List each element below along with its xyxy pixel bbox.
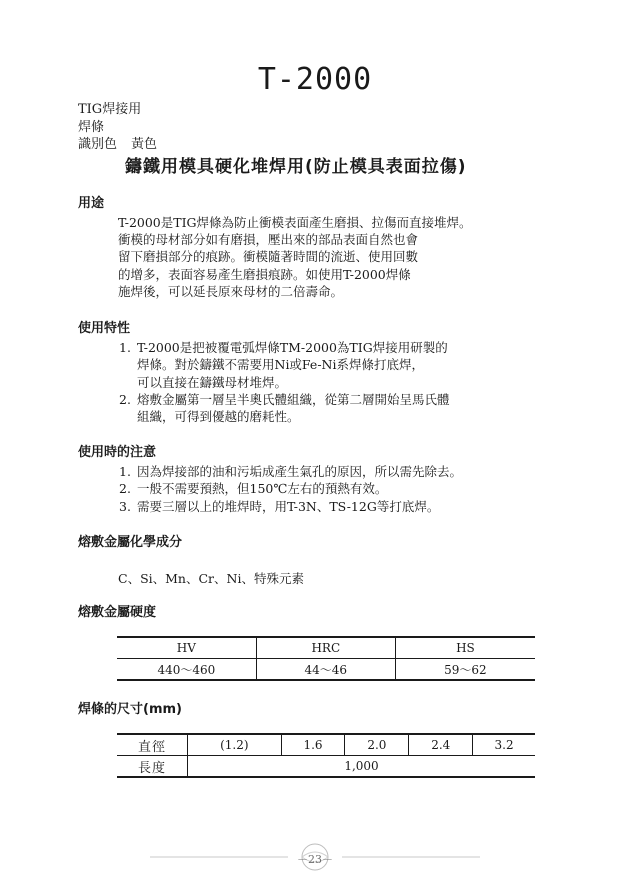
table-cell: (1.2) bbox=[188, 734, 282, 756]
color-label: 識別色 bbox=[78, 137, 118, 152]
caution-text: 需要三層以上的堆焊時，用T-3N、TS-12G等打底焊。 bbox=[137, 498, 440, 514]
table-cell: 2.0 bbox=[345, 734, 409, 756]
features-list bbox=[119, 339, 559, 425]
feature-item bbox=[119, 391, 559, 426]
table-row bbox=[117, 756, 535, 778]
feature-line: T-2000是把被覆電弧焊條TM-2000為TIG焊接用研製的 bbox=[137, 340, 448, 355]
caution-item bbox=[119, 463, 559, 480]
composition-text: C、Si、Mn、Cr、Ni、特殊元素 bbox=[118, 571, 304, 586]
hardness-table bbox=[117, 636, 535, 681]
sizes-table bbox=[117, 733, 535, 778]
product-subtitle: 鑄鐵用模具硬化堆焊用(防止模具表面拉傷) bbox=[125, 157, 467, 177]
usage-line: 衝模的母材部分如有磨損，壓出來的部品表面自然也會 bbox=[118, 232, 419, 248]
usage-line: 留下磨損部分的痕跡。衝模隨著時間的流逝、使用回數 bbox=[118, 249, 419, 265]
cautions-list bbox=[119, 463, 559, 515]
caution-item bbox=[119, 480, 559, 497]
usage-line: T-2000是TIG焊條為防止衝模表面產生磨損、拉傷而直接堆焊。 bbox=[118, 215, 472, 230]
color-value: 黃色 bbox=[131, 137, 158, 152]
feature-line: 焊條。對於鑄鐵不需要用Ni或Fe-Ni系焊條打底焊， bbox=[137, 357, 424, 373]
table-cell: 59～62 bbox=[395, 659, 535, 681]
table-header-cell: HS bbox=[395, 637, 535, 659]
page-footer bbox=[0, 842, 630, 872]
feature-number: 2. bbox=[119, 391, 131, 407]
hardness-heading: 熔敷金屬硬度 bbox=[78, 605, 157, 620]
cautions-heading: 使用時的注意 bbox=[78, 445, 157, 460]
usage-line: 的增多，表面容易產生磨損痕跡。如使用T-2000焊條 bbox=[118, 266, 411, 282]
caution-number: 1. bbox=[119, 464, 131, 479]
table-cell: 2.4 bbox=[409, 734, 473, 756]
length-label: 長度 bbox=[117, 756, 188, 778]
form-label: 焊條 bbox=[78, 120, 105, 135]
usage-heading: 用途 bbox=[78, 196, 105, 211]
table-header-cell: HRC bbox=[256, 637, 395, 659]
table-cell: 440～460 bbox=[117, 659, 256, 681]
usage-line: 施焊後，可以延長原來母材的二倍壽命。 bbox=[118, 283, 344, 299]
composition-heading: 熔敷金屬化學成分 bbox=[78, 535, 183, 550]
table-header-cell: HV bbox=[117, 637, 256, 659]
table-header-row bbox=[117, 637, 535, 659]
caution-number: 2. bbox=[119, 481, 131, 497]
table-cell: 3.2 bbox=[473, 734, 535, 756]
usage-text bbox=[118, 214, 578, 300]
features-heading: 使用特性 bbox=[78, 321, 131, 336]
table-row bbox=[117, 734, 535, 756]
feature-item bbox=[119, 339, 559, 391]
page-number: －23－ bbox=[297, 853, 333, 866]
sizes-heading: 焊條的尺寸(mm) bbox=[78, 702, 182, 717]
caution-text: 一般不需要預熱，但150℃左右的預熱有效。 bbox=[137, 481, 388, 497]
caution-item bbox=[119, 498, 559, 515]
diameter-label: 直徑 bbox=[117, 734, 188, 756]
feature-line: 組織，可得到優越的磨耗性。 bbox=[137, 409, 300, 425]
table-cell: 44～46 bbox=[256, 659, 395, 681]
caution-number: 3. bbox=[119, 498, 131, 514]
table-cell: 1,000 bbox=[188, 756, 536, 778]
feature-number: 1. bbox=[119, 340, 131, 355]
caution-text: 因為焊接部的油和污垢成產生氣孔的原因，所以需先除去。 bbox=[137, 464, 463, 479]
feature-line: 可以直接在鑄鐵母材堆焊。 bbox=[137, 374, 288, 390]
table-row bbox=[117, 659, 535, 681]
process-label: TIG焊接用 bbox=[78, 102, 142, 117]
product-title: T-2000 bbox=[257, 62, 373, 97]
feature-line: 熔敷金屬第一層呈半奧氏體組織，從第二層開始呈馬氏體 bbox=[137, 391, 450, 407]
table-cell: 1.6 bbox=[281, 734, 345, 756]
identification-color bbox=[78, 137, 157, 153]
